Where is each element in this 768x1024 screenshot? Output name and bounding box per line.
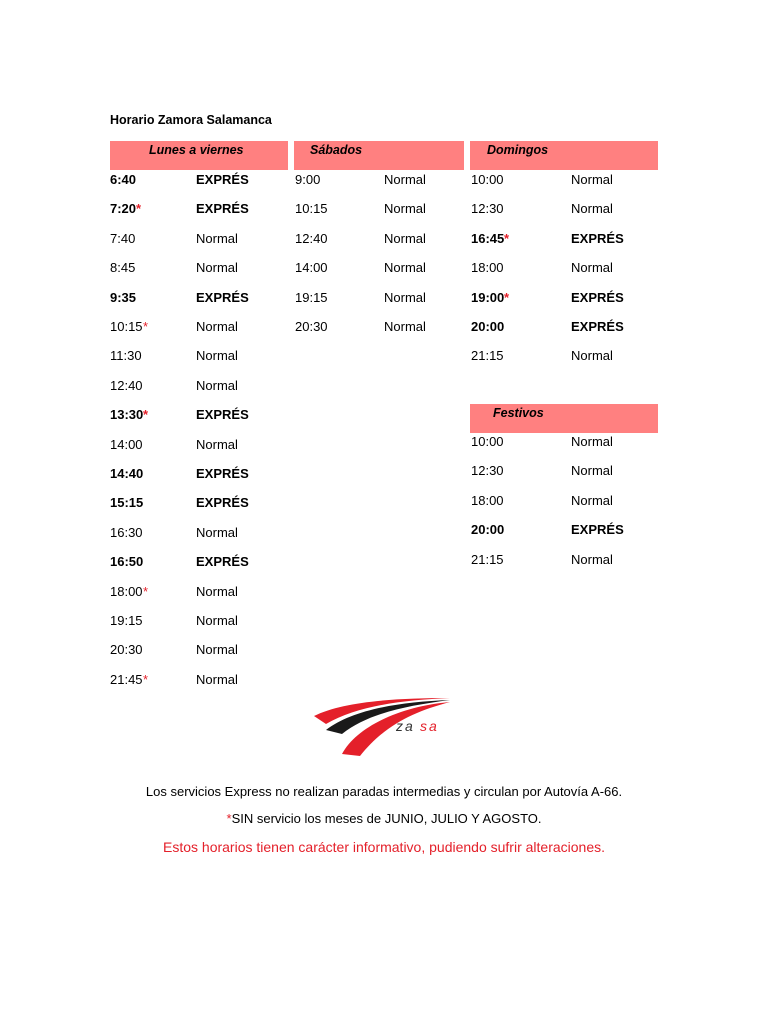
departure-time: 11:30 xyxy=(110,348,142,364)
service-type: Normal xyxy=(196,377,238,393)
departure-time: 16:30 xyxy=(110,524,143,540)
service-type: Normal xyxy=(196,230,238,246)
service-type: EXPRÉS xyxy=(196,466,249,481)
departure-time: 20:00 xyxy=(471,522,505,538)
departure-time: 20:30 xyxy=(295,319,328,334)
service-type: Normal xyxy=(196,524,238,540)
departure-time: 21:15 xyxy=(471,348,504,364)
no-summer-service-mark: * xyxy=(143,671,149,687)
express-note: Los servicios Express no realizan paradas intermedias y circulan por Autovía A-66. xyxy=(145,784,623,799)
departure-time: 9:00 xyxy=(295,172,321,187)
departure-time: 7:40 xyxy=(110,230,136,246)
service-type: Normal xyxy=(571,551,613,567)
no-summer-service-mark: * xyxy=(504,289,510,305)
departure-time: 10:15 xyxy=(110,319,143,334)
no-summer-service-mark: * xyxy=(143,407,149,423)
departure-time: 10:00 xyxy=(471,434,504,449)
departure-time: 18:00 xyxy=(471,260,504,276)
departure-time: 12:40 xyxy=(110,377,143,393)
service-type: Normal xyxy=(384,230,426,246)
service-type: EXPRÉS xyxy=(196,554,249,570)
no-summer-service-mark: * xyxy=(136,201,142,217)
header-holidays xyxy=(470,404,658,433)
departure-time: 20:30 xyxy=(110,642,143,658)
header-weekdays xyxy=(110,141,288,170)
no-summer-service-mark: * xyxy=(143,319,149,334)
service-type: Normal xyxy=(196,642,238,658)
no-summer-service-mark: * xyxy=(504,230,510,246)
star-mark: * xyxy=(226,811,232,826)
service-type: Normal xyxy=(196,583,238,599)
header-holidays-label: Festivos xyxy=(493,406,544,420)
departure-time: 21:45 xyxy=(110,671,143,687)
departure-time: 9:35 xyxy=(110,289,137,305)
header-weekdays-label: Lunes a viernes xyxy=(149,143,244,157)
zasa-logo xyxy=(312,694,454,758)
disclaimer: Estos horarios tienen carácter informativo, pudiendo sufrir alteraciones. xyxy=(163,839,605,855)
service-type: Normal xyxy=(196,348,238,364)
departure-time: 7:20 xyxy=(110,201,137,217)
service-type: EXPRÉS xyxy=(571,289,624,305)
service-type: Normal xyxy=(384,172,426,187)
service-type: EXPRÉS xyxy=(571,319,624,334)
service-type: EXPRÉS xyxy=(196,495,249,511)
service-type: Normal xyxy=(384,319,426,334)
service-type: Normal xyxy=(571,201,613,217)
no-summer-service-mark: * xyxy=(143,583,149,599)
departure-time: 12:40 xyxy=(295,230,328,246)
departure-time: 16:50 xyxy=(110,554,144,570)
service-type: Normal xyxy=(571,172,613,187)
departure-time: 10:00 xyxy=(471,172,504,187)
service-type: Normal xyxy=(384,289,426,305)
header-sundays-label: Domingos xyxy=(487,143,549,157)
departure-time: 14:00 xyxy=(295,260,328,276)
service-type: Normal xyxy=(196,260,238,276)
header-sundays xyxy=(470,141,658,170)
service-type: Normal xyxy=(384,260,426,276)
departure-time: 14:40 xyxy=(110,466,144,481)
logo-text-red: sa xyxy=(420,718,439,734)
service-type: EXPRÉS xyxy=(196,289,249,305)
departure-time: 18:00 xyxy=(110,583,143,599)
departure-time: 8:45 xyxy=(110,260,136,276)
departure-time: 14:00 xyxy=(110,436,143,452)
logo-text-dark: za xyxy=(396,718,415,734)
star-note: SIN servicio los meses de JUNIO, JULIO Y AGOSTO. xyxy=(231,811,542,826)
service-type: Normal xyxy=(196,613,238,628)
service-type: Normal xyxy=(571,434,613,449)
departure-time: 16:45 xyxy=(471,230,505,246)
service-type: EXPRÉS xyxy=(571,522,624,538)
star-note-line xyxy=(0,811,768,826)
service-type: Normal xyxy=(571,463,613,479)
service-type: Normal xyxy=(384,201,426,217)
service-type: EXPRÉS xyxy=(196,172,249,187)
departure-time: 18:00 xyxy=(471,492,504,508)
departure-time: 10:15 xyxy=(295,201,328,217)
service-type: EXPRÉS xyxy=(196,201,249,217)
service-type: EXPRÉS xyxy=(196,407,249,423)
departure-time: 12:30 xyxy=(471,463,504,479)
header-saturdays xyxy=(294,141,464,170)
departure-time: 20:00 xyxy=(471,319,505,334)
departure-time: 12:30 xyxy=(471,201,504,217)
service-type: Normal xyxy=(196,436,238,452)
departure-time: 13:30 xyxy=(110,407,144,423)
service-type: Normal xyxy=(196,671,238,687)
service-type: Normal xyxy=(571,492,613,508)
page-title: Horario Zamora Salamanca xyxy=(110,113,272,127)
service-type: Normal xyxy=(571,348,613,364)
departure-time: 21:15 xyxy=(471,551,504,567)
service-type: Normal xyxy=(196,319,238,334)
departure-time: 19:00 xyxy=(471,289,505,305)
departure-time: 6:40 xyxy=(110,172,137,187)
service-type: EXPRÉS xyxy=(571,230,624,246)
departure-time: 19:15 xyxy=(110,613,143,628)
header-saturdays-label: Sábados xyxy=(310,143,363,157)
departure-time: 15:15 xyxy=(110,495,144,511)
service-type: Normal xyxy=(571,260,613,276)
departure-time: 19:15 xyxy=(295,289,328,305)
